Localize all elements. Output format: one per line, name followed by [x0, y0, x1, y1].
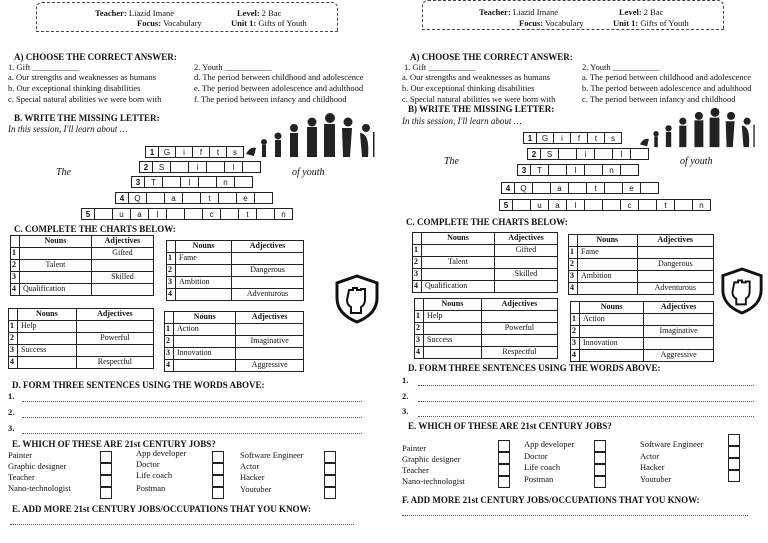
job-teacher: Teacher — [402, 465, 429, 475]
job-app-developer: App developer — [136, 448, 187, 458]
job-checkbox[interactable] — [100, 475, 112, 487]
job-postman: Postman — [136, 483, 166, 493]
job-actor: Actor — [640, 451, 660, 461]
section-a-title: A) CHOOSE THE CORRECT ANSWER: — [14, 52, 177, 62]
job-life-coach: Life coach — [524, 462, 561, 472]
job-checkbox[interactable] — [212, 451, 224, 463]
job-checkbox[interactable] — [212, 463, 224, 475]
sentence-3-label: 3. — [402, 406, 409, 416]
option-c-youth: c. The period between infancy and childhood — [582, 94, 736, 104]
word-row-3: 3 T l n — [132, 176, 253, 188]
job-hacker: Hacker — [240, 472, 265, 482]
job-checkbox[interactable] — [212, 475, 224, 487]
job-nano-technologist: Nano-technologist — [8, 483, 71, 493]
option-d: d. The period between childhood and adolescence — [194, 72, 364, 82]
unit-value: Gifts of Youth — [258, 18, 307, 28]
section-d-title: D. FORM THREE SENTENCES USING THE WORDS ABOVE: — [12, 380, 265, 390]
job-checkbox[interactable] — [594, 440, 606, 452]
word-row-1: 1 G i f t s — [524, 132, 622, 144]
more-jobs-line[interactable] — [402, 506, 748, 516]
job-painter: Painter — [8, 450, 33, 460]
chart-table-1: Nouns Adjectives 1 Gifted 2 Talent 3 Skilled 4 Qualification — [10, 235, 154, 296]
worksheet-header — [36, 2, 338, 32]
chart-table-3: Nouns Adjectives 1 Help 2 Powerful 3 Success 4 Respectful — [8, 308, 154, 369]
job-software-engineer: Software Engineer — [240, 450, 304, 460]
section-d-title: D. FORM THREE SENTENCES USING THE WORDS ABOVE: — [408, 363, 661, 373]
question-2: 2. Youth ___________ — [582, 62, 660, 72]
sentence-3-line[interactable] — [418, 407, 754, 417]
job-graphic-designer: Graphic designer — [8, 461, 67, 471]
sentence-3-line[interactable] — [22, 424, 362, 434]
word-row-1: 1 G i f t s — [146, 146, 244, 158]
option-f: f. The period between infancy and childhood — [194, 94, 347, 104]
sentence-1-line[interactable] — [418, 376, 754, 386]
of-youth-label: of youth — [292, 167, 325, 178]
job-checkbox[interactable] — [498, 452, 510, 464]
chart-table-4: Nouns Adjectives 1 Action 2 Imaginative 3 Innovation 4 Aggressive — [164, 311, 304, 372]
job-checkbox[interactable] — [498, 476, 510, 488]
job-checkbox[interactable] — [728, 446, 740, 458]
job-checkbox[interactable] — [100, 451, 112, 463]
of-youth-label: of youth — [680, 156, 713, 167]
job-doctor: Doctor — [524, 451, 548, 461]
section-a-title: A) CHOOSE THE CORRECT ANSWER: — [410, 52, 573, 62]
section-e-title: E. WHICH OF THESE ARE 21st CENTURY JOBS? — [12, 439, 216, 449]
section-b-title: B. WRITE THE MISSING LETTER: — [14, 113, 160, 123]
job-teacher: Teacher — [8, 472, 35, 482]
level-value: 2 Bac — [261, 8, 282, 18]
job-checkbox[interactable] — [594, 464, 606, 476]
job-youtuber: Youtuber — [640, 474, 672, 484]
section-b-intro: In this session, I'll learn about … — [8, 124, 128, 134]
unit-label: Unit 1: — [231, 18, 257, 28]
question-1: 1. Gift ___________ — [404, 62, 476, 72]
the-label: The — [56, 167, 71, 178]
raised-fist-shield-icon — [720, 266, 764, 316]
worksheet-page-2 — [384, 0, 768, 543]
sentence-1-label: 1. — [402, 375, 409, 385]
sentence-1-label: 1. — [8, 391, 15, 401]
job-checkbox[interactable] — [728, 458, 740, 470]
job-checkbox[interactable] — [100, 463, 112, 475]
job-checkbox[interactable] — [594, 476, 606, 488]
word-row-3: 3 T l n — [518, 164, 639, 176]
the-label: The — [444, 156, 459, 167]
job-checkbox[interactable] — [324, 451, 336, 463]
job-checkbox[interactable] — [728, 434, 740, 446]
option-c: c. Special natural abilities we were born with — [8, 94, 162, 104]
option-a: a. Our strengths and weaknesses as humans — [402, 72, 551, 82]
sentence-2-line[interactable] — [418, 392, 754, 402]
chart-table-2: Nouns Adjectives 1 Fame 2 Dangerous 3 Ambition 4 Adventurous — [568, 234, 714, 295]
job-app-developer: App developer — [524, 439, 575, 449]
question-1: 1. Gift ___________ — [8, 62, 80, 72]
job-life-coach: Life coach — [136, 470, 173, 480]
option-a-youth: a. The period between childhood and adolescence — [582, 72, 752, 82]
question-2: 2. Youth ___________ — [194, 62, 272, 72]
option-e: e. The period between adolescence and adulthood — [194, 83, 364, 93]
job-graphic-designer: Graphic designer — [402, 454, 461, 464]
section-f-title: E. ADD MORE 21st CENTURY JOBS/OCCUPATIONS THAT YOU KNOW: — [12, 504, 311, 514]
word-row-5: 5 u a l c t n — [500, 199, 711, 211]
sentence-2-line[interactable] — [22, 408, 362, 418]
option-c: c. Special natural abilities we were born with — [402, 94, 556, 104]
chart-table-3: Nouns Adjectives 1 Help 2 Powerful 3 Success 4 Respectful — [414, 298, 558, 359]
more-jobs-line[interactable] — [10, 515, 354, 525]
section-b-title: B) WRITE THE MISSING LETTER: — [408, 104, 555, 114]
section-f-title: F. ADD MORE 21st CENTURY JOBS/OCCUPATIONS THAT YOU KNOW: — [402, 495, 700, 505]
section-e-title: E. WHICH OF THESE ARE 21st CENTURY JOBS? — [408, 421, 612, 431]
option-b: b. Our exceptional thinking disabilities — [402, 83, 535, 93]
word-row-2: 2 S i l — [140, 161, 261, 173]
worksheet-header: Teacher: Liazid Imane Level: 2 Bac Focus: Vocabulary Unit 1: Gifts of Youth — [422, 0, 724, 30]
option-b: b. Our exceptional thinking disabilities — [8, 83, 141, 93]
raised-fist-shield-icon — [334, 274, 380, 324]
option-a: a. Our strengths and weaknesses as humans — [8, 72, 157, 82]
job-checkbox[interactable] — [594, 452, 606, 464]
job-nano-technologist: Nano-technologist — [402, 476, 465, 486]
focus-label: Focus: — [137, 18, 162, 28]
sentence-1-line[interactable] — [22, 392, 362, 402]
job-actor: Actor — [240, 461, 260, 471]
level-label: Level: — [237, 8, 260, 18]
chart-table-4: Nouns Adjectives 1 Action 2 Imaginative 3 Innovation 4 Aggressive — [570, 301, 714, 362]
ages-of-man-silhouette-icon — [632, 98, 764, 148]
job-youtuber: Youtuber — [240, 484, 272, 494]
job-checkbox[interactable] — [324, 487, 336, 499]
section-c-title: C. COMPLETE THE CHARTS BELOW: — [14, 224, 176, 234]
job-checkbox[interactable] — [324, 463, 336, 475]
job-software-engineer: Software Engineer — [640, 439, 704, 449]
word-row-4: 4 Q a t e — [502, 182, 659, 194]
sentence-2-label: 2. — [8, 407, 15, 417]
job-checkbox[interactable] — [498, 440, 510, 452]
sentence-3-label: 3. — [8, 423, 15, 433]
word-row-4: 4 Q a t e — [116, 192, 273, 204]
section-c-title: C. COMPLETE THE CHARTS BELOW: — [406, 217, 568, 227]
section-b-intro: In this session, I'll learn about … — [402, 116, 522, 126]
teacher-label: Teacher: — [95, 8, 127, 18]
option-b-youth: b. The period between adolescence and adulthood — [582, 83, 752, 93]
focus-value: Vocabulary — [163, 18, 202, 28]
job-checkbox[interactable] — [498, 464, 510, 476]
job-hacker: Hacker — [640, 462, 665, 472]
job-checkbox[interactable] — [324, 475, 336, 487]
job-checkbox[interactable] — [100, 487, 112, 499]
word-row-2: 2 S i l — [528, 148, 649, 160]
ages-of-man-silhouette-icon — [242, 102, 380, 158]
job-doctor: Doctor — [136, 459, 160, 469]
job-postman: Postman — [524, 474, 554, 484]
sentence-2-label: 2. — [402, 391, 409, 401]
teacher-name: Liazid Imane — [128, 8, 174, 18]
job-checkbox[interactable] — [728, 470, 740, 482]
job-checkbox[interactable] — [212, 487, 224, 499]
word-row-5: 5 u a l c t n — [82, 208, 293, 220]
chart-table-1: Nouns Adjectives 1 Gifted 2 Talent 3 Skilled 4 Qualification — [412, 232, 558, 293]
job-painter: Painter — [402, 443, 427, 453]
chart-table-2: Nouns Adjectives 1 Fame 2 Dangerous 3 Ambition 4 Adventurous — [166, 240, 304, 301]
